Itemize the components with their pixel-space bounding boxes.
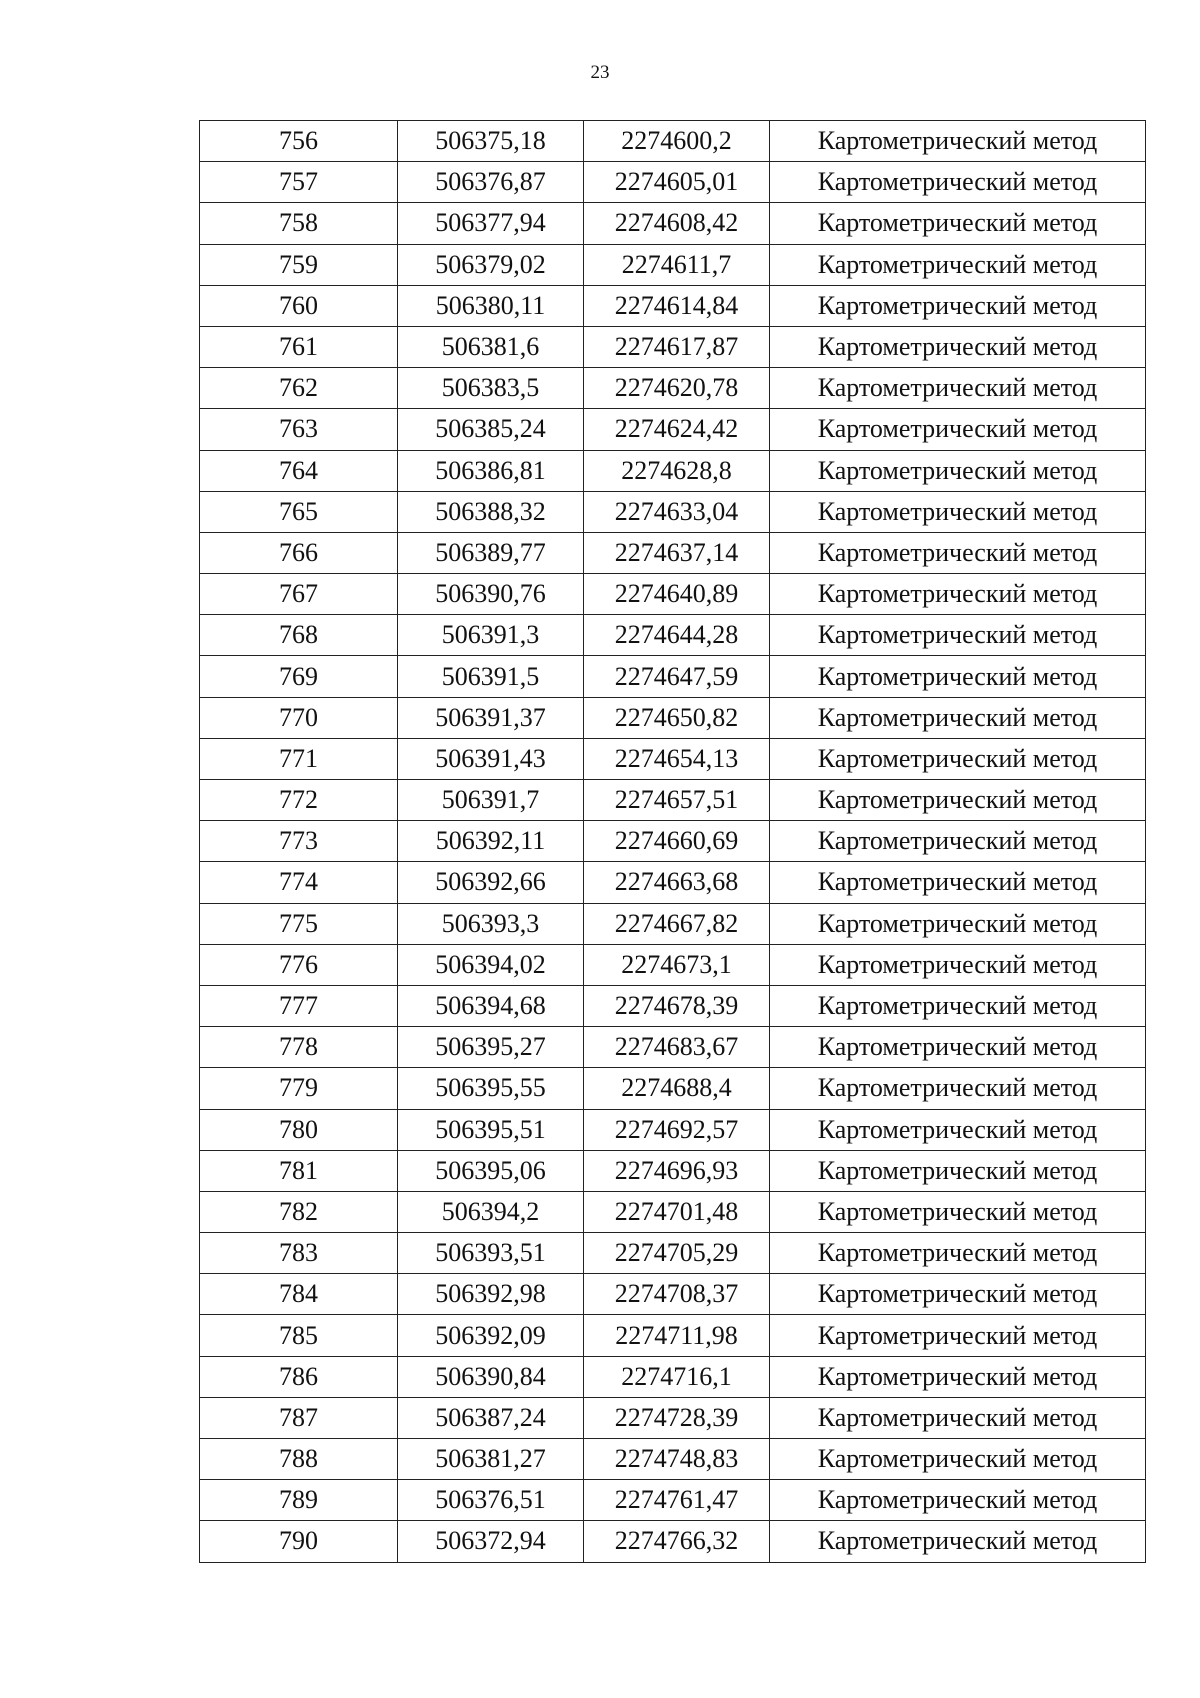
x-coordinate-cell: 506388,32 [398, 491, 584, 532]
point-number-cell: 780 [200, 1109, 398, 1150]
x-coordinate-cell: 506386,81 [398, 450, 584, 491]
y-coordinate-cell: 2274711,98 [584, 1315, 770, 1356]
y-coordinate-cell: 2274620,78 [584, 368, 770, 409]
point-number-cell: 783 [200, 1233, 398, 1274]
method-cell: Картометрический метод [770, 656, 1146, 697]
table-row [200, 1480, 1146, 1521]
x-coordinate-cell: 506389,77 [398, 532, 584, 573]
table-row [200, 615, 1146, 656]
table-row [200, 697, 1146, 738]
point-number-cell: 770 [200, 697, 398, 738]
x-coordinate-cell: 506383,5 [398, 368, 584, 409]
y-coordinate-cell: 2274683,67 [584, 1027, 770, 1068]
x-coordinate-cell: 506376,51 [398, 1480, 584, 1521]
x-coordinate-cell: 506380,11 [398, 285, 584, 326]
x-coordinate-cell: 506379,02 [398, 244, 584, 285]
y-coordinate-cell: 2274761,47 [584, 1480, 770, 1521]
y-coordinate-cell: 2274614,84 [584, 285, 770, 326]
point-number-cell: 784 [200, 1274, 398, 1315]
method-cell: Картометрический метод [770, 368, 1146, 409]
point-number-cell: 790 [200, 1521, 398, 1562]
y-coordinate-cell: 2274633,04 [584, 491, 770, 532]
x-coordinate-cell: 506391,7 [398, 780, 584, 821]
method-cell: Картометрический метод [770, 244, 1146, 285]
y-coordinate-cell: 2274654,13 [584, 738, 770, 779]
method-cell: Картометрический метод [770, 203, 1146, 244]
y-coordinate-cell: 2274678,39 [584, 985, 770, 1026]
x-coordinate-cell: 506376,87 [398, 162, 584, 203]
y-coordinate-cell: 2274628,8 [584, 450, 770, 491]
table-row [200, 203, 1146, 244]
point-number-cell: 772 [200, 780, 398, 821]
point-number-cell: 768 [200, 615, 398, 656]
point-number-cell: 788 [200, 1439, 398, 1480]
y-coordinate-cell: 2274705,29 [584, 1233, 770, 1274]
method-cell: Картометрический метод [770, 326, 1146, 367]
y-coordinate-cell: 2274673,1 [584, 944, 770, 985]
method-cell: Картометрический метод [770, 821, 1146, 862]
point-number-cell: 774 [200, 862, 398, 903]
x-coordinate-cell: 506391,3 [398, 615, 584, 656]
point-number-cell: 787 [200, 1397, 398, 1438]
table-row [200, 574, 1146, 615]
table-row [200, 162, 1146, 203]
method-cell: Картометрический метод [770, 1356, 1146, 1397]
y-coordinate-cell: 2274728,39 [584, 1397, 770, 1438]
table-row [200, 244, 1146, 285]
point-number-cell: 776 [200, 944, 398, 985]
method-cell: Картометрический метод [770, 1315, 1146, 1356]
table-row [200, 780, 1146, 821]
point-number-cell: 782 [200, 1191, 398, 1232]
y-coordinate-cell: 2274647,59 [584, 656, 770, 697]
table-row [200, 903, 1146, 944]
y-coordinate-cell: 2274650,82 [584, 697, 770, 738]
table-row [200, 862, 1146, 903]
x-coordinate-cell: 506392,11 [398, 821, 584, 862]
point-number-cell: 757 [200, 162, 398, 203]
table-row [200, 491, 1146, 532]
table-row [200, 1027, 1146, 1068]
page-number: 23 [590, 62, 610, 83]
point-number-cell: 760 [200, 285, 398, 326]
y-coordinate-cell: 2274608,42 [584, 203, 770, 244]
x-coordinate-cell: 506387,24 [398, 1397, 584, 1438]
table-row [200, 285, 1146, 326]
method-cell: Картометрический метод [770, 1397, 1146, 1438]
table-row [200, 656, 1146, 697]
y-coordinate-cell: 2274708,37 [584, 1274, 770, 1315]
method-cell: Картометрический метод [770, 491, 1146, 532]
table-row [200, 121, 1146, 162]
x-coordinate-cell: 506395,55 [398, 1068, 584, 1109]
x-coordinate-cell: 506393,3 [398, 903, 584, 944]
x-coordinate-cell: 506392,98 [398, 1274, 584, 1315]
x-coordinate-cell: 506390,84 [398, 1356, 584, 1397]
x-coordinate-cell: 506391,37 [398, 697, 584, 738]
x-coordinate-cell: 506394,68 [398, 985, 584, 1026]
table-row [200, 1521, 1146, 1562]
y-coordinate-cell: 2274657,51 [584, 780, 770, 821]
method-cell: Картометрический метод [770, 615, 1146, 656]
y-coordinate-cell: 2274663,68 [584, 862, 770, 903]
y-coordinate-cell: 2274640,89 [584, 574, 770, 615]
table-row [200, 368, 1146, 409]
table-row [200, 326, 1146, 367]
point-number-cell: 758 [200, 203, 398, 244]
method-cell: Картометрический метод [770, 1150, 1146, 1191]
point-number-cell: 771 [200, 738, 398, 779]
method-cell: Картометрический метод [770, 1274, 1146, 1315]
y-coordinate-cell: 2274766,32 [584, 1521, 770, 1562]
table-row [200, 1233, 1146, 1274]
method-cell: Картометрический метод [770, 1521, 1146, 1562]
point-number-cell: 789 [200, 1480, 398, 1521]
x-coordinate-cell: 506390,76 [398, 574, 584, 615]
y-coordinate-cell: 2274716,1 [584, 1356, 770, 1397]
method-cell: Картометрический метод [770, 697, 1146, 738]
table-row [200, 1068, 1146, 1109]
point-number-cell: 766 [200, 532, 398, 573]
method-cell: Картометрический метод [770, 450, 1146, 491]
method-cell: Картометрический метод [770, 121, 1146, 162]
coordinates-table [199, 120, 1146, 1563]
method-cell: Картометрический метод [770, 1233, 1146, 1274]
x-coordinate-cell: 506372,94 [398, 1521, 584, 1562]
point-number-cell: 763 [200, 409, 398, 450]
method-cell: Картометрический метод [770, 574, 1146, 615]
point-number-cell: 761 [200, 326, 398, 367]
y-coordinate-cell: 2274692,57 [584, 1109, 770, 1150]
table-row [200, 450, 1146, 491]
y-coordinate-cell: 2274696,93 [584, 1150, 770, 1191]
table-row [200, 532, 1146, 573]
table-row [200, 944, 1146, 985]
method-cell: Картометрический метод [770, 1109, 1146, 1150]
y-coordinate-cell: 2274624,42 [584, 409, 770, 450]
point-number-cell: 781 [200, 1150, 398, 1191]
x-coordinate-cell: 506395,51 [398, 1109, 584, 1150]
method-cell: Картометрический метод [770, 944, 1146, 985]
x-coordinate-cell: 506395,27 [398, 1027, 584, 1068]
table-row [200, 1397, 1146, 1438]
method-cell: Картометрический метод [770, 985, 1146, 1026]
point-number-cell: 764 [200, 450, 398, 491]
table-row [200, 738, 1146, 779]
table-row [200, 409, 1146, 450]
y-coordinate-cell: 2274644,28 [584, 615, 770, 656]
x-coordinate-cell: 506394,2 [398, 1191, 584, 1232]
x-coordinate-cell: 506393,51 [398, 1233, 584, 1274]
y-coordinate-cell: 2274605,01 [584, 162, 770, 203]
point-number-cell: 778 [200, 1027, 398, 1068]
method-cell: Картометрический метод [770, 1068, 1146, 1109]
point-number-cell: 759 [200, 244, 398, 285]
method-cell: Картометрический метод [770, 285, 1146, 326]
method-cell: Картометрический метод [770, 780, 1146, 821]
point-number-cell: 773 [200, 821, 398, 862]
point-number-cell: 762 [200, 368, 398, 409]
point-number-cell: 785 [200, 1315, 398, 1356]
point-number-cell: 769 [200, 656, 398, 697]
table-row [200, 1150, 1146, 1191]
method-cell: Картометрический метод [770, 738, 1146, 779]
table-row [200, 1191, 1146, 1232]
table-row [200, 821, 1146, 862]
x-coordinate-cell: 506381,27 [398, 1439, 584, 1480]
table-row [200, 985, 1146, 1026]
y-coordinate-cell: 2274637,14 [584, 532, 770, 573]
x-coordinate-cell: 506391,5 [398, 656, 584, 697]
x-coordinate-cell: 506381,6 [398, 326, 584, 367]
y-coordinate-cell: 2274611,7 [584, 244, 770, 285]
table-row [200, 1439, 1146, 1480]
x-coordinate-cell: 506375,18 [398, 121, 584, 162]
point-number-cell: 775 [200, 903, 398, 944]
x-coordinate-cell: 506391,43 [398, 738, 584, 779]
y-coordinate-cell: 2274660,69 [584, 821, 770, 862]
method-cell: Картометрический метод [770, 409, 1146, 450]
x-coordinate-cell: 506377,94 [398, 203, 584, 244]
table-row [200, 1274, 1146, 1315]
y-coordinate-cell: 2274600,2 [584, 121, 770, 162]
x-coordinate-cell: 506392,09 [398, 1315, 584, 1356]
method-cell: Картометрический метод [770, 532, 1146, 573]
table-row [200, 1109, 1146, 1150]
method-cell: Картометрический метод [770, 162, 1146, 203]
method-cell: Картометрический метод [770, 1027, 1146, 1068]
table-row [200, 1315, 1146, 1356]
method-cell: Картометрический метод [770, 1439, 1146, 1480]
y-coordinate-cell: 2274748,83 [584, 1439, 770, 1480]
point-number-cell: 779 [200, 1068, 398, 1109]
y-coordinate-cell: 2274667,82 [584, 903, 770, 944]
x-coordinate-cell: 506392,66 [398, 862, 584, 903]
y-coordinate-cell: 2274688,4 [584, 1068, 770, 1109]
y-coordinate-cell: 2274701,48 [584, 1191, 770, 1232]
x-coordinate-cell: 506394,02 [398, 944, 584, 985]
method-cell: Картометрический метод [770, 903, 1146, 944]
table-row [200, 1356, 1146, 1397]
point-number-cell: 767 [200, 574, 398, 615]
point-number-cell: 777 [200, 985, 398, 1026]
point-number-cell: 765 [200, 491, 398, 532]
y-coordinate-cell: 2274617,87 [584, 326, 770, 367]
x-coordinate-cell: 506385,24 [398, 409, 584, 450]
x-coordinate-cell: 506395,06 [398, 1150, 584, 1191]
method-cell: Картометрический метод [770, 862, 1146, 903]
method-cell: Картометрический метод [770, 1191, 1146, 1232]
method-cell: Картометрический метод [770, 1480, 1146, 1521]
point-number-cell: 756 [200, 121, 398, 162]
point-number-cell: 786 [200, 1356, 398, 1397]
coordinates-table-body [200, 121, 1146, 1563]
